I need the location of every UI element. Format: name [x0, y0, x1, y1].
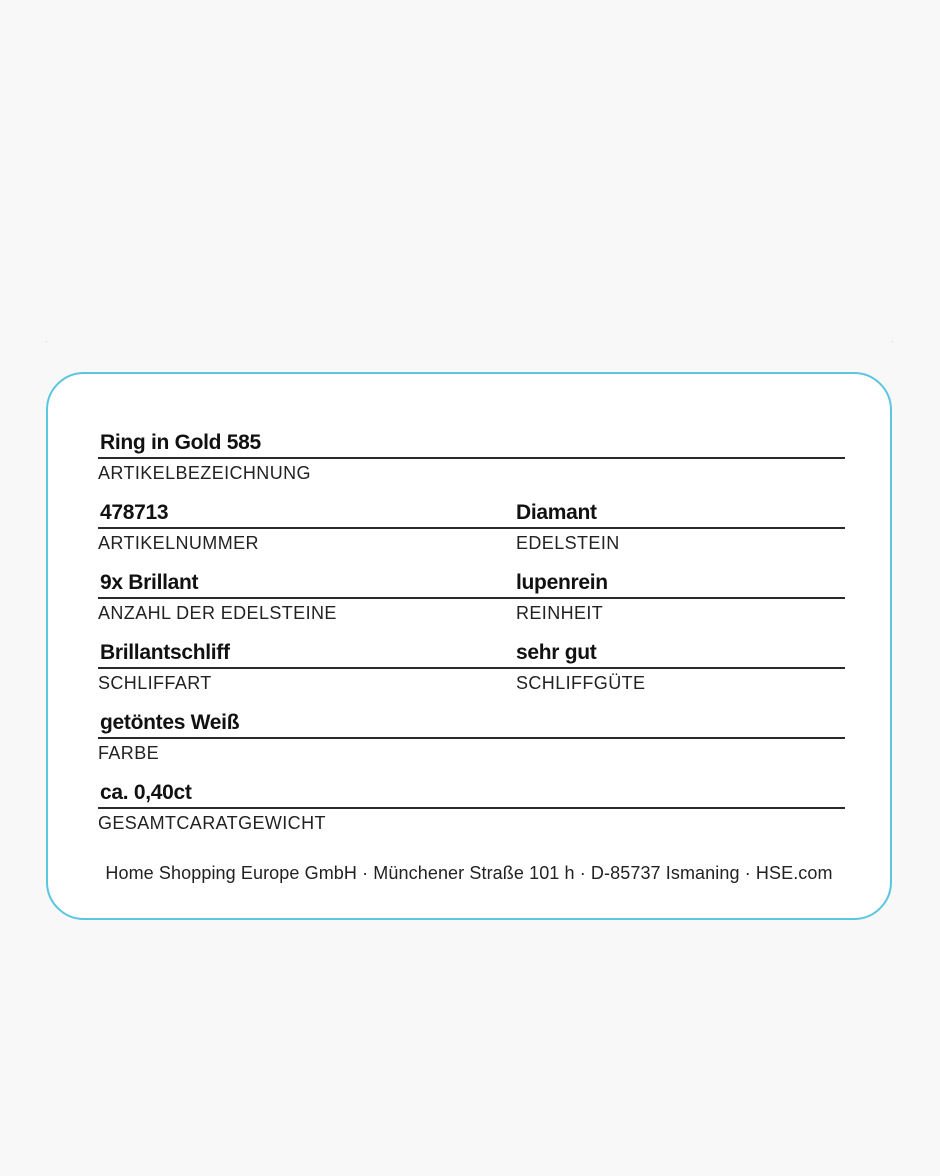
field-row-stone-count — [98, 571, 845, 623]
stone-count-label: ANZAHL DER EDELSTEINE — [98, 603, 337, 623]
field-row-color — [98, 711, 845, 763]
field-row-article-number — [98, 501, 845, 553]
article-number-label: ARTIKELNUMMER — [98, 533, 259, 553]
total-carat-value: ca. 0,40ct — [100, 781, 192, 804]
field-row-cut-type — [98, 641, 845, 693]
color-label: FARBE — [98, 743, 160, 763]
gemstone-label: EDELSTEIN — [516, 533, 620, 553]
corner-mark-left — [46, 341, 47, 342]
color-value: getöntes Weiß — [100, 711, 240, 734]
field-row-total-carat — [98, 781, 845, 833]
cut-type-value: Brillantschliff — [100, 641, 230, 664]
product-info-card — [46, 372, 892, 920]
field-row-article-name — [98, 431, 845, 483]
clarity-value: lupenrein — [516, 571, 608, 594]
cut-grade-label: SCHLIFFGÜTE — [516, 673, 646, 693]
corner-mark-right — [892, 341, 893, 342]
cut-type-label: SCHLIFFART — [98, 673, 212, 693]
article-name-value: Ring in Gold 585 — [100, 431, 261, 454]
gemstone-value: Diamant — [516, 501, 597, 524]
total-carat-label: GESAMTCARATGEWICHT — [98, 813, 326, 833]
cut-grade-value: sehr gut — [516, 641, 597, 664]
company-footer: Home Shopping Europe GmbH · Münchener Straße 101 h · D-85737 Ismaning · HSE.com — [105, 863, 833, 883]
article-name-label: ARTIKELBEZEICHNUNG — [98, 463, 311, 483]
stone-count-value: 9x Brillant — [100, 571, 199, 594]
clarity-label: REINHEIT — [516, 603, 604, 623]
article-number-value: 478713 — [100, 501, 169, 524]
